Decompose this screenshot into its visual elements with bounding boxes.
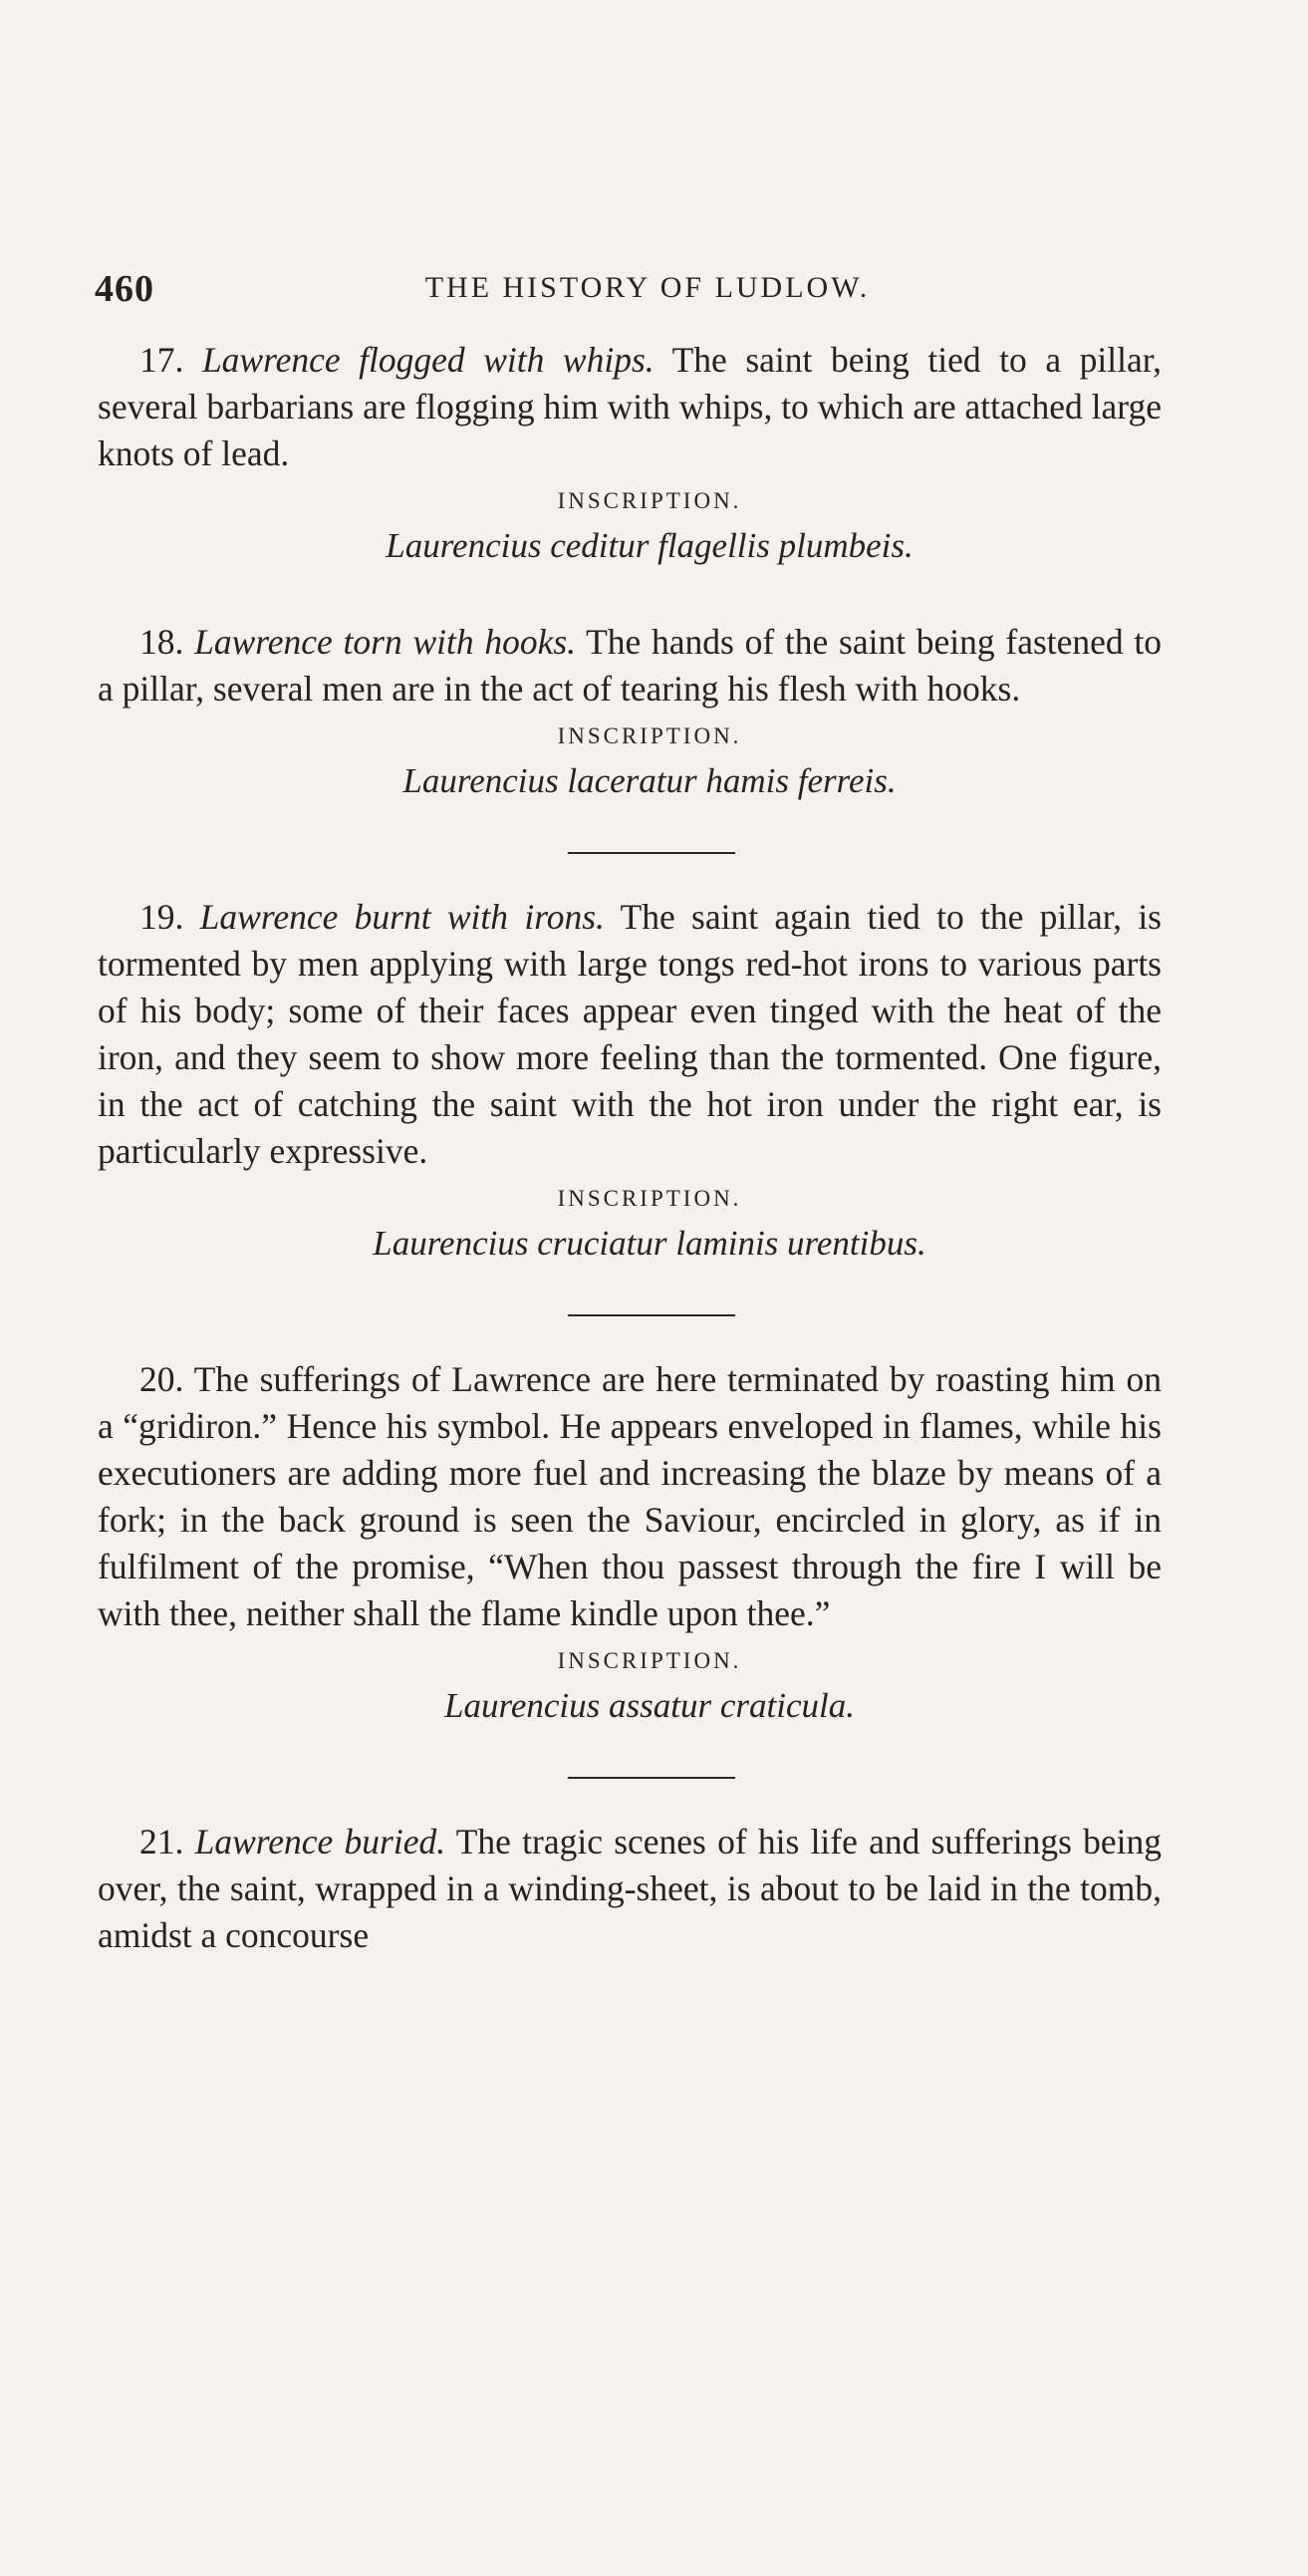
entry-paragraph xyxy=(98,1356,1162,1637)
page-number: 460 xyxy=(95,268,154,310)
entry-text: The hands of the saint being fastened to a pillar, several men are in the act of tearing his flesh with hooks. xyxy=(98,622,1163,709)
entry-text: The sufferings of Lawrence are here terminated by roasting him on a “gridiron.” Hence his symbol. He appears enveloped in flames, while his executioners are adding more fuel and increasing the blaze by means of a fork; in the back ground is seen the Saviour, encircled in glory, as if in fulfilment of the promise, “When thou passest through the fire I will be with thee, neither shall the flame kindle upon thee.” xyxy=(98,1359,1162,1633)
entry-title: Lawrence flogged with whips. xyxy=(201,340,654,380)
entry-19 xyxy=(98,894,1162,1269)
running-head: THE HISTORY OF LUDLOW. xyxy=(424,271,871,304)
inscription-label: INSCRIPTION. xyxy=(557,1186,742,1211)
entry-paragraph xyxy=(98,894,1162,1175)
inscription-label: INSCRIPTION. xyxy=(557,723,742,748)
body-text xyxy=(98,337,1162,1959)
entry-paragraph xyxy=(98,337,1162,477)
entry-title: Lawrence burnt with irons. xyxy=(199,897,605,937)
entry-paragraph xyxy=(98,619,1162,713)
entry-18 xyxy=(98,619,1162,806)
entry-17 xyxy=(98,337,1162,571)
entry-21 xyxy=(98,1819,1162,1959)
section-gap xyxy=(98,571,1162,619)
entry-number: 18. xyxy=(139,622,184,662)
entry-number: 21. xyxy=(139,1822,184,1861)
entry-number: 19. xyxy=(139,897,184,937)
inscription-text: Laurencius ceditur flagellis plumbeis. xyxy=(386,526,914,565)
entry-number: 17. xyxy=(139,340,184,380)
page-header xyxy=(95,267,1161,310)
entry-title: Lawrence buried. xyxy=(194,1822,446,1861)
entry-number: 20. xyxy=(139,1359,184,1399)
section-divider xyxy=(568,1777,735,1779)
entry-20 xyxy=(98,1356,1162,1731)
inscription-label: INSCRIPTION. xyxy=(557,1648,742,1673)
inscription-text: Laurencius laceratur hamis ferreis. xyxy=(402,761,897,800)
entry-title: Lawrence torn with hooks. xyxy=(194,622,577,662)
inscription-text: Laurencius assatur craticula. xyxy=(444,1686,855,1725)
entry-paragraph xyxy=(98,1819,1162,1959)
inscription-text: Laurencius cruciatur laminis urentibus. xyxy=(373,1224,926,1263)
section-divider xyxy=(568,1314,735,1316)
entry-text: The saint being tied to a pillar, several barbarians are flogging him with whips, to which are attached large knots of lead. xyxy=(98,340,1163,473)
section-divider xyxy=(568,852,735,854)
entry-text: The saint again tied to the pillar, is tormented by men applying with large tongs red-hot irons to various parts of his body; some of their faces appear even tinged with the heat of the iron, and they seem to show more feeling than the tormented. One figure, in the act of catching the saint with the hot iron under the right ear, is particularly expressive. xyxy=(98,897,1162,1171)
entry-text: The tragic scenes of his life and sufferings being over, the saint, wrapped in a winding-sheet, is about to be laid in the tomb, amidst a concourse xyxy=(98,1822,1163,1955)
inscription-label: INSCRIPTION. xyxy=(557,488,742,513)
